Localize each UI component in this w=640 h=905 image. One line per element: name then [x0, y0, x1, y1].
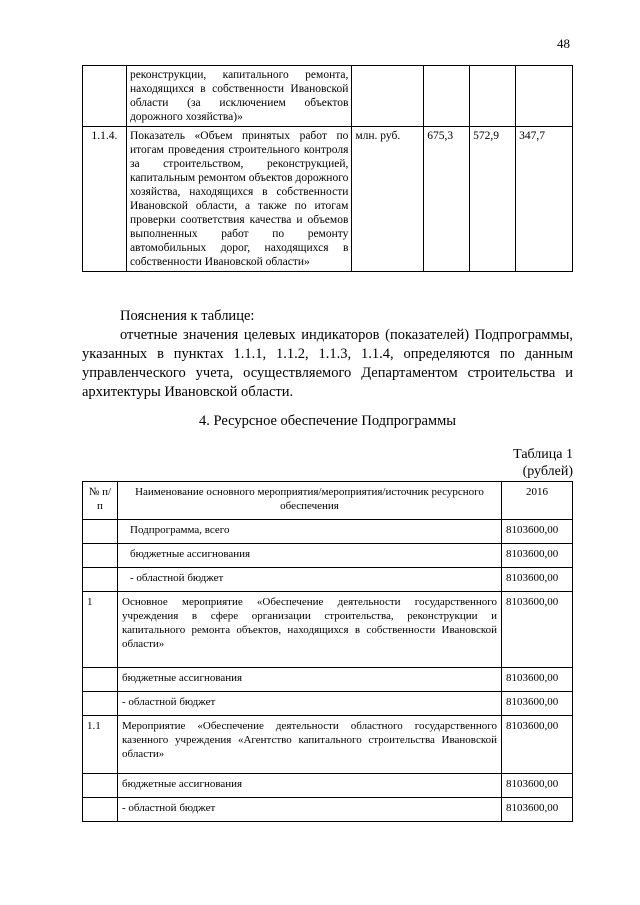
table-row — [83, 798, 573, 822]
row-value: 8103600,00 — [502, 544, 573, 568]
table-row — [83, 692, 573, 716]
row-value: 8103600,00 — [502, 716, 573, 774]
indicator-value: 675,3 — [424, 127, 470, 272]
resource-table — [82, 481, 573, 822]
table-row — [83, 568, 573, 592]
indicator-value: 347,7 — [516, 127, 573, 272]
explanation-text: отчетные значения целевых индикаторов (показателей) Подпрограммы, указанных в пунктах 1.1.1, 1.1.2, 1.1.3, 1.1.4, определяются по данным управленческого учета, осуществляемого Департаментом строительства и архитектуры Ивановской области. — [82, 327, 573, 400]
table-row — [83, 668, 573, 692]
row-name: бюджетные ассигнования — [118, 774, 502, 798]
page-number: 48 — [557, 36, 570, 51]
indicator-table — [82, 65, 573, 272]
row-value: 8103600,00 — [502, 774, 573, 798]
row-value: 8103600,00 — [502, 668, 573, 692]
table-caption — [513, 446, 573, 480]
indicator-value — [470, 66, 516, 127]
row-value: 8103600,00 — [502, 568, 573, 592]
row-name: бюджетные ассигнования — [118, 544, 502, 568]
row-number — [83, 544, 118, 568]
section-title: 4. Ресурсное обеспечение Подпрограммы — [198, 413, 457, 429]
header-name: Наименование основного мероприятия/мероприятия/источник ресурсного обеспечения — [118, 482, 502, 520]
table-row — [83, 716, 573, 774]
row-number: 1.1 — [83, 716, 118, 774]
row-value: 8103600,00 — [502, 692, 573, 716]
indicator-text: Показатель «Объем принятых работ по итогам проведения строительного контроля за строительством, реконструкцией, капитальным ремонтом объектов дорожного хозяйства, находящихся в собственности Ивановской области, а также по итогам проверки соответствия качества и объемов выполненных работ по ремонту автомобильных дорог, находящихся в собственности Ивановской области» — [126, 127, 351, 272]
indicator-unit: млн. руб. — [352, 127, 424, 272]
indicator-value — [424, 66, 470, 127]
indicator-value: 572,9 — [470, 127, 516, 272]
table-row — [83, 544, 573, 568]
indicator-text: реконструкции, капитального ремонта, находящихся в собственности Ивановской области (за исключением объектов дорожного хозяйства)» — [126, 66, 351, 127]
table-caption-title: Таблица 1 — [513, 447, 573, 462]
table-row — [83, 66, 573, 127]
row-number — [83, 798, 118, 822]
header-number: № п/п — [83, 482, 118, 520]
row-value: 8103600,00 — [502, 520, 573, 544]
row-name: - областной бюджет — [118, 798, 502, 822]
row-name: - областной бюджет — [118, 692, 502, 716]
row-name: Мероприятие «Обеспечение деятельности областного государственного казенного учреждения «Агентство капитального строительства Ивановской области» — [118, 716, 502, 774]
row-name: Основное мероприятие «Обеспечение деятельности государственного учреждения в сфере организации строительства, реконструкции и капитального ремонта объектов, находящихся в собственности Ивановской области» — [118, 592, 502, 668]
row-name: - областной бюджет — [118, 568, 502, 592]
row-name: Подпрограмма, всего — [118, 520, 502, 544]
indicator-number — [83, 66, 127, 127]
row-number — [83, 668, 118, 692]
explanation-title: Пояснения к таблице: — [120, 308, 255, 324]
row-number: 1 — [83, 592, 118, 668]
indicator-unit — [352, 66, 424, 127]
table-row — [83, 520, 573, 544]
table-row — [83, 127, 573, 272]
table-row — [83, 774, 573, 798]
table-row — [83, 592, 573, 668]
row-number — [83, 774, 118, 798]
indicator-value — [516, 66, 573, 127]
row-number — [83, 692, 118, 716]
row-value: 8103600,00 — [502, 592, 573, 668]
row-number — [83, 520, 118, 544]
table-header-row — [83, 482, 573, 520]
indicator-number: 1.1.4. — [83, 127, 127, 272]
row-name: бюджетные ассигнования — [118, 668, 502, 692]
row-number — [83, 568, 118, 592]
row-value: 8103600,00 — [502, 798, 573, 822]
table-caption-units: (рублей) — [522, 464, 573, 479]
header-year: 2016 — [502, 482, 573, 520]
